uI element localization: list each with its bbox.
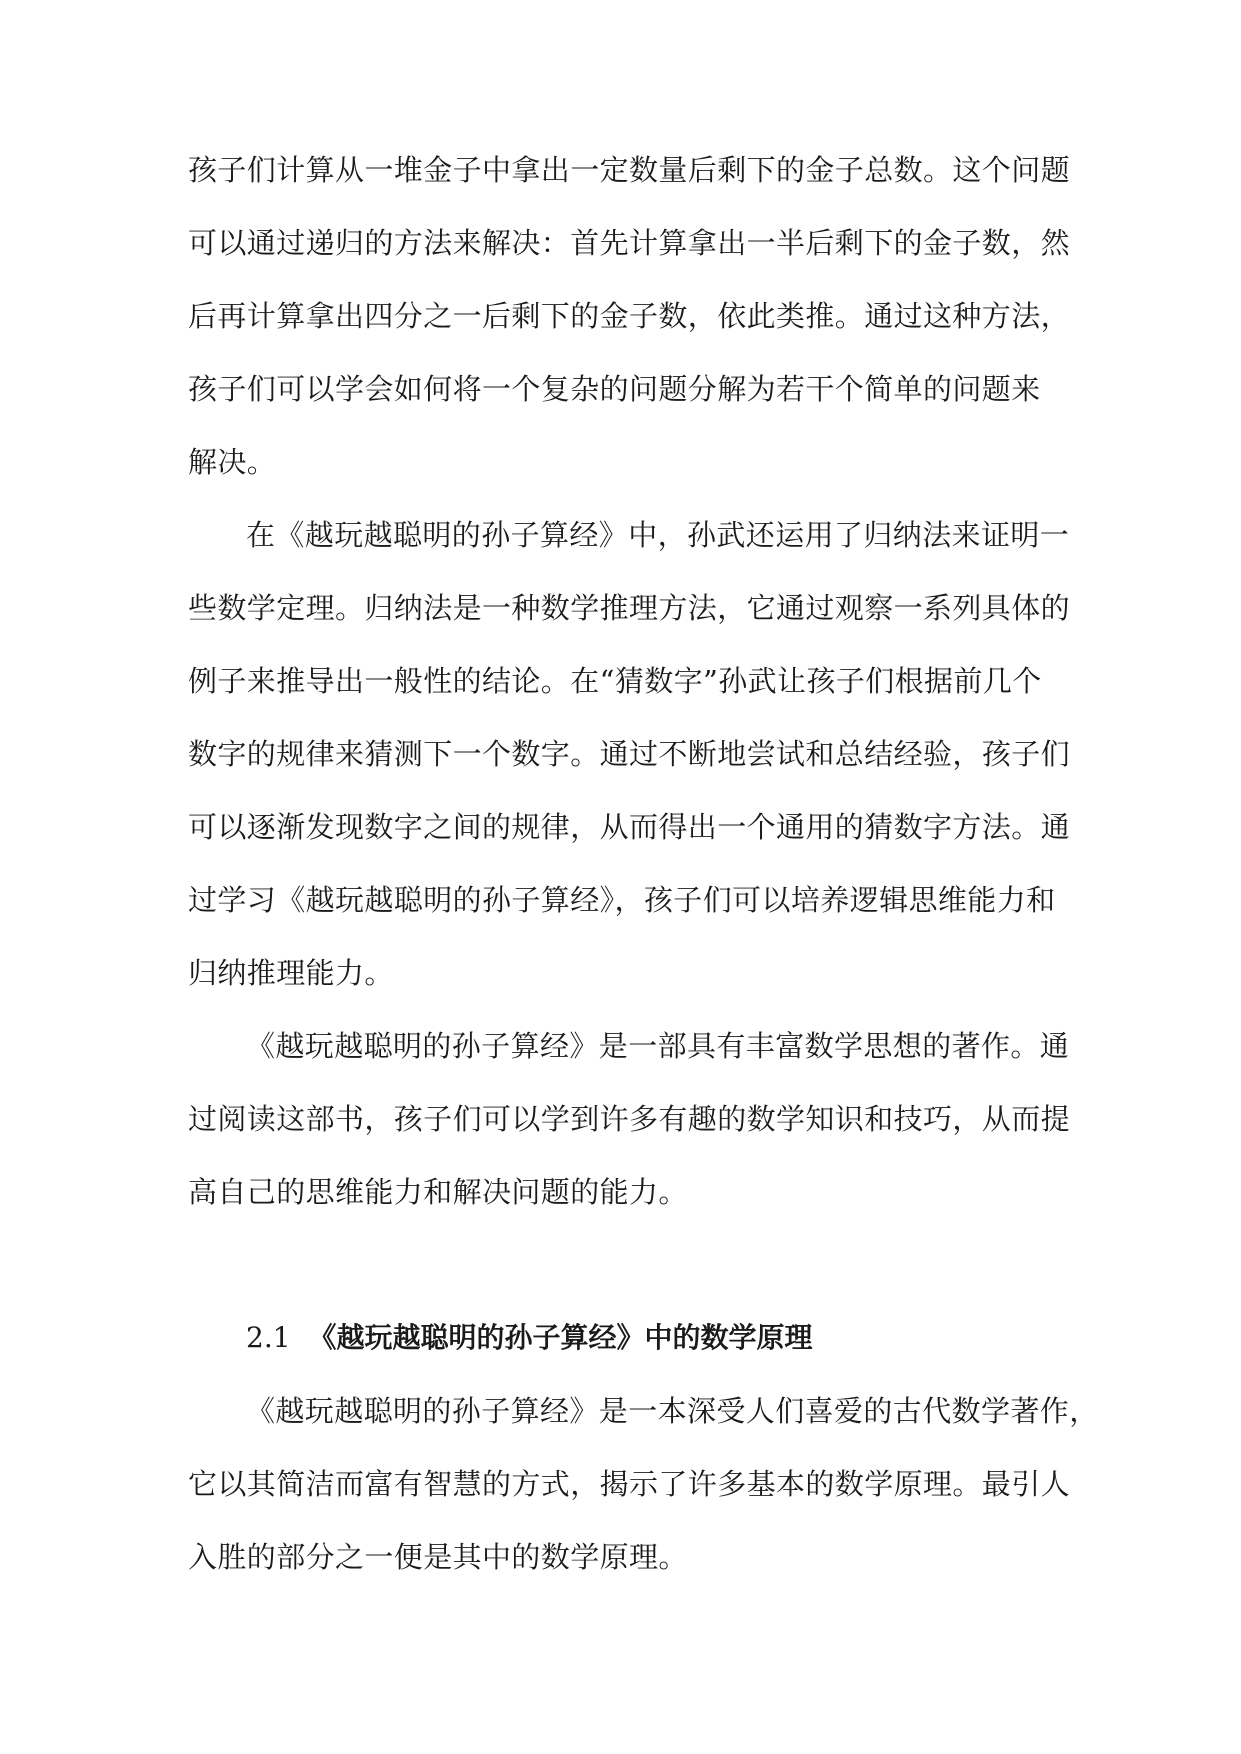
paragraph-1-line-3: 后再计算拿出四分之一后剩下的金子数，依此类推。通过这种方法，: [188, 299, 1071, 333]
paragraph-2-line-5: 可以逐渐发现数字之间的规律，从而得出一个通用的猜数字方法。通: [188, 810, 1071, 844]
paragraph-2-line-7: 归纳推理能力。: [188, 956, 394, 990]
section-paragraph-line-3: 入胜的部分之一便是其中的数学原理。: [188, 1540, 688, 1574]
paragraph-3-line-1: 《越玩越聪明的孙子算经》是一部具有丰富数学思想的著作。通: [246, 1029, 1070, 1063]
paragraph-2-line-2: 些数学定理。归纳法是一种数学推理方法，它通过观察一系列具体的: [188, 591, 1071, 625]
paragraph-1-line-4: 孩子们可以学会如何将一个复杂的问题分解为若干个简单的问题来: [188, 372, 1041, 406]
paragraph-3-line-3: 高自己的思维能力和解决问题的能力。: [188, 1175, 688, 1209]
section-number: 2.1: [246, 1321, 291, 1354]
paragraph-2-line-1: 在《越玩越聪明的孙子算经》中，孙武还运用了归纳法来证明一: [246, 518, 1070, 552]
paragraph-1-line-1: 孩子们计算从一堆金子中拿出一定数量后剩下的金子总数。这个问题: [188, 153, 1071, 187]
paragraph-1-line-5: 解决。: [188, 445, 277, 479]
paragraph-2-line-6: 过学习《越玩越聪明的孙子算经》，孩子们可以培养逻辑思维能力和: [188, 883, 1056, 917]
section-heading: [246, 1318, 813, 1358]
section-paragraph-line-1: 《越玩越聪明的孙子算经》是一本深受人们喜爱的古代数学著作，: [246, 1394, 1099, 1428]
paragraph-1-line-2: 可以通过递归的方法来解决：首先计算拿出一半后剩下的金子数，然: [188, 226, 1071, 260]
paragraph-2-line-4: 数字的规律来猜测下一个数字。通过不断地尝试和总结经验，孩子们: [188, 737, 1071, 771]
section-title: 《越玩越聪明的孙子算经》中的数学原理: [308, 1321, 813, 1354]
section-paragraph-line-2: 它以其简洁而富有智慧的方式，揭示了许多基本的数学原理。最引人: [188, 1467, 1071, 1501]
paragraph-2-line-3: 例子来推导出一般性的结论。在“猜数字”孙武让孩子们根据前几个: [188, 664, 1042, 698]
paragraph-3-line-2: 过阅读这部书，孩子们可以学到许多有趣的数学知识和技巧，从而提: [188, 1102, 1071, 1136]
